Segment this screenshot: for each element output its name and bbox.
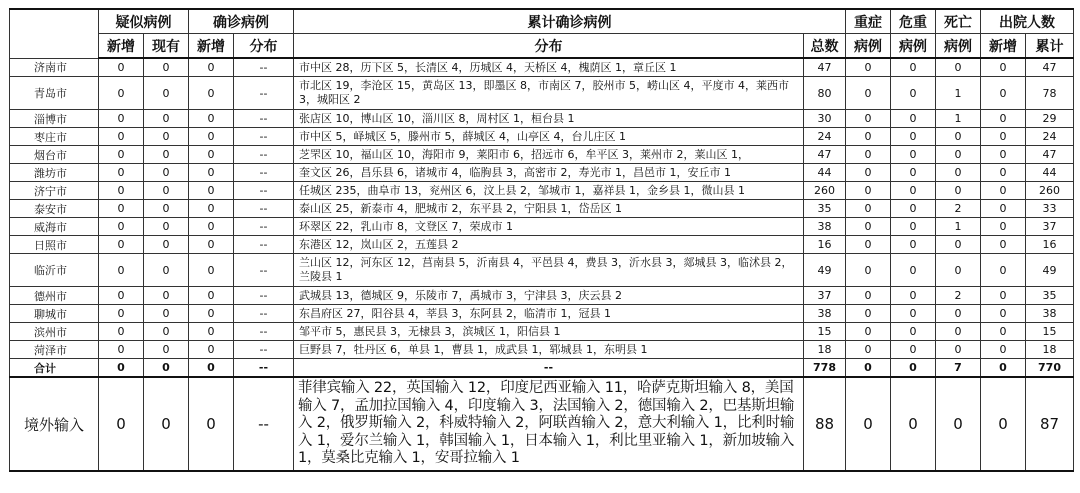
severe-count: 0 [846, 323, 891, 341]
suspected-current: 0 [144, 146, 189, 164]
total-row [10, 359, 1074, 378]
imported-distribution: 菲律宾输入 22，英国输入 12，印度尼西亚输入 11，哈萨克斯坦输入 8，美国输入 7，孟加拉国输入 4，印度输入 3，法国输入 2，德国输入 2，巴基斯坦输入 2，俄罗斯输入 2，科威特输入 2，阿联酋输入 2，意大利输入 1，比利时输入 1，爱尔兰输入 1，韩国输入 1，日本输入 1，利比里亚输入 1，新加坡输入 1，莫桑比克输入 1，安哥拉输入 1 [294, 377, 804, 471]
cumulative-total: 260 [804, 182, 846, 200]
severe-count: 0 [846, 254, 891, 287]
discharged-new: 0 [981, 146, 1026, 164]
critical-count: 0 [891, 164, 936, 182]
death-count: 0 [936, 146, 981, 164]
severe-count: 0 [846, 200, 891, 218]
header-cumulative: 累计确诊病例 [294, 9, 846, 34]
confirmed-distribution: -- [234, 200, 294, 218]
cumulative-total: 38 [804, 305, 846, 323]
suspected-current: 0 [144, 182, 189, 200]
suspected-new: 0 [99, 287, 144, 305]
discharged-new: 0 [981, 110, 1026, 128]
death-count: 0 [936, 377, 981, 471]
confirmed-distribution: -- [234, 182, 294, 200]
confirmed-distribution: -- [234, 77, 294, 110]
table-row [10, 200, 1074, 218]
death-count: 0 [936, 305, 981, 323]
confirmed-new: 0 [189, 287, 234, 305]
suspected-current: 0 [144, 236, 189, 254]
table-row [10, 58, 1074, 77]
cumulative-distribution: 巨野县 7，牡丹区 6，单县 1，曹县 1，成武县 1，郓城县 1，东明县 1 [294, 341, 804, 359]
city-name: 烟台市 [10, 146, 99, 164]
cumulative-total: 778 [804, 359, 846, 378]
death-count: 1 [936, 77, 981, 110]
suspected-new: 0 [99, 305, 144, 323]
critical-count: 0 [891, 305, 936, 323]
suspected-current: 0 [144, 305, 189, 323]
suspected-new: 0 [99, 164, 144, 182]
confirmed-new: 0 [189, 305, 234, 323]
death-count: 0 [936, 58, 981, 77]
city-name: 潍坊市 [10, 164, 99, 182]
discharged-total: 87 [1026, 377, 1074, 471]
confirmed-new: 0 [189, 200, 234, 218]
discharged-new: 0 [981, 128, 1026, 146]
cumulative-distribution: 任城区 235，曲阜市 13，兖州区 6，汶上县 2，邹城市 1，嘉祥县 1，金乡县 1，微山县 1 [294, 182, 804, 200]
discharged-total: 770 [1026, 359, 1074, 378]
city-name: 威海市 [10, 218, 99, 236]
cumulative-distribution: 泰山区 25，新泰市 4，肥城市 2，东平县 2，宁阳县 1，岱岳区 1 [294, 200, 804, 218]
city-name: 济宁市 [10, 182, 99, 200]
critical-count: 0 [891, 236, 936, 254]
confirmed-new: 0 [189, 359, 234, 378]
table-row [10, 323, 1074, 341]
confirmed-distribution: -- [234, 236, 294, 254]
header-confirmed: 确诊病例 [189, 9, 294, 34]
table-row [10, 305, 1074, 323]
cumulative-total: 44 [804, 164, 846, 182]
discharged-total: 16 [1026, 236, 1074, 254]
table-row [10, 287, 1074, 305]
suspected-current: 0 [144, 200, 189, 218]
city-name: 日照市 [10, 236, 99, 254]
confirmed-distribution: -- [234, 341, 294, 359]
death-count: 0 [936, 236, 981, 254]
cumulative-distribution: 张店区 10，博山区 10，淄川区 8，周村区 1，桓台县 1 [294, 110, 804, 128]
confirmed-new: 0 [189, 164, 234, 182]
suspected-new: 0 [99, 377, 144, 471]
discharged-new: 0 [981, 377, 1026, 471]
confirmed-new: 0 [189, 58, 234, 77]
discharged-total: 47 [1026, 146, 1074, 164]
header-row-2 [10, 34, 1074, 59]
cumulative-total: 80 [804, 77, 846, 110]
critical-count: 0 [891, 182, 936, 200]
suspected-new: 0 [99, 323, 144, 341]
discharged-total: 38 [1026, 305, 1074, 323]
cumulative-total: 37 [804, 287, 846, 305]
cumulative-distribution: 环翠区 22，乳山市 8，文登区 7，荣成市 1 [294, 218, 804, 236]
suspected-current: 0 [144, 323, 189, 341]
city-name: 枣庄市 [10, 128, 99, 146]
table-row [10, 146, 1074, 164]
discharged-total: 37 [1026, 218, 1074, 236]
confirmed-distribution: -- [234, 287, 294, 305]
cumulative-distribution: -- [294, 359, 804, 378]
discharged-new: 0 [981, 305, 1026, 323]
cumulative-distribution: 市中区 5，峄城区 5，滕州市 5，薛城区 4，山亭区 4，台儿庄区 1 [294, 128, 804, 146]
suspected-new: 0 [99, 146, 144, 164]
severe-count: 0 [846, 287, 891, 305]
death-count: 1 [936, 110, 981, 128]
suspected-current: 0 [144, 110, 189, 128]
header-critical-cases: 病例 [891, 34, 936, 59]
city-name: 青岛市 [10, 77, 99, 110]
suspected-current: 0 [144, 377, 189, 471]
header-critical: 危重 [891, 9, 936, 34]
severe-count: 0 [846, 77, 891, 110]
cumulative-total: 47 [804, 146, 846, 164]
suspected-current: 0 [144, 77, 189, 110]
discharged-total: 47 [1026, 58, 1074, 77]
suspected-current: 0 [144, 341, 189, 359]
confirmed-distribution: -- [234, 218, 294, 236]
suspected-current: 0 [144, 218, 189, 236]
death-count: 2 [936, 200, 981, 218]
confirmed-new: 0 [189, 128, 234, 146]
discharged-total: 29 [1026, 110, 1074, 128]
death-count: 0 [936, 128, 981, 146]
header-discharged: 出院人数 [981, 9, 1074, 34]
city-name: 泰安市 [10, 200, 99, 218]
discharged-total: 35 [1026, 287, 1074, 305]
header-cumulative-total: 总数 [804, 34, 846, 59]
suspected-new: 0 [99, 77, 144, 110]
confirmed-new: 0 [189, 218, 234, 236]
critical-count: 0 [891, 287, 936, 305]
critical-count: 0 [891, 254, 936, 287]
severe-count: 0 [846, 341, 891, 359]
covid-case-table [9, 8, 1074, 472]
critical-count: 0 [891, 200, 936, 218]
confirmed-new: 0 [189, 323, 234, 341]
confirmed-distribution: -- [234, 58, 294, 77]
critical-count: 0 [891, 341, 936, 359]
suspected-current: 0 [144, 128, 189, 146]
critical-count: 0 [891, 359, 936, 378]
confirmed-new: 0 [189, 236, 234, 254]
discharged-new: 0 [981, 164, 1026, 182]
header-confirmed-distribution: 分布 [234, 34, 294, 59]
table-row [10, 164, 1074, 182]
confirmed-distribution: -- [234, 305, 294, 323]
header-discharged-cumulative: 累计 [1026, 34, 1074, 59]
discharged-total: 24 [1026, 128, 1074, 146]
confirmed-distribution: -- [234, 110, 294, 128]
critical-count: 0 [891, 377, 936, 471]
discharged-new: 0 [981, 182, 1026, 200]
suspected-new: 0 [99, 218, 144, 236]
confirmed-new: 0 [189, 77, 234, 110]
severe-count: 0 [846, 182, 891, 200]
cumulative-distribution: 武城县 13，德城区 9，乐陵市 7，禹城市 3，宁津县 3，庆云县 2 [294, 287, 804, 305]
header-death: 死亡 [936, 9, 981, 34]
discharged-total: 260 [1026, 182, 1074, 200]
header-cumulative-distribution: 分布 [294, 34, 804, 59]
death-count: 0 [936, 164, 981, 182]
death-count: 2 [936, 287, 981, 305]
suspected-new: 0 [99, 254, 144, 287]
death-count: 0 [936, 341, 981, 359]
cumulative-total: 38 [804, 218, 846, 236]
confirmed-distribution: -- [234, 254, 294, 287]
confirmed-distribution: -- [234, 359, 294, 378]
city-name: 济南市 [10, 58, 99, 77]
critical-count: 0 [891, 146, 936, 164]
cumulative-total: 24 [804, 128, 846, 146]
city-name: 淄博市 [10, 110, 99, 128]
suspected-current: 0 [144, 254, 189, 287]
suspected-new: 0 [99, 128, 144, 146]
cumulative-total: 30 [804, 110, 846, 128]
discharged-total: 78 [1026, 77, 1074, 110]
suspected-current: 0 [144, 359, 189, 378]
death-count: 1 [936, 218, 981, 236]
cumulative-distribution: 市北区 19，李沧区 15，黄岛区 13，即墨区 8，市南区 7，胶州市 5，崂山区 4，平度市 4，莱西市 3，城阳区 2 [294, 77, 804, 110]
discharged-total: 33 [1026, 200, 1074, 218]
suspected-new: 0 [99, 110, 144, 128]
cumulative-total: 15 [804, 323, 846, 341]
cumulative-total: 88 [804, 377, 846, 471]
table-row [10, 128, 1074, 146]
suspected-current: 0 [144, 287, 189, 305]
table-row [10, 77, 1074, 110]
cumulative-distribution: 兰山区 12，河东区 12，莒南县 5，沂南县 4，平邑县 4，费县 3，沂水县 3，郯城县 3，临沭县 2，兰陵县 1 [294, 254, 804, 287]
table-row [10, 110, 1074, 128]
death-count: 0 [936, 254, 981, 287]
severe-count: 0 [846, 146, 891, 164]
suspected-current: 0 [144, 58, 189, 77]
severe-count: 0 [846, 58, 891, 77]
table-row [10, 182, 1074, 200]
total-label: 合计 [10, 359, 99, 378]
cumulative-distribution: 奎文区 26，昌乐县 6，诸城市 4，临朐县 3，高密市 2，寿光市 1，昌邑市 1，安丘市 1 [294, 164, 804, 182]
cumulative-total: 49 [804, 254, 846, 287]
severe-count: 0 [846, 359, 891, 378]
table-row [10, 236, 1074, 254]
severe-count: 0 [846, 236, 891, 254]
suspected-new: 0 [99, 359, 144, 378]
header-discharged-new: 新增 [981, 34, 1026, 59]
suspected-new: 0 [99, 182, 144, 200]
discharged-new: 0 [981, 254, 1026, 287]
cumulative-total: 16 [804, 236, 846, 254]
discharged-total: 18 [1026, 341, 1074, 359]
table-row [10, 218, 1074, 236]
confirmed-distribution: -- [234, 146, 294, 164]
header-severe-cases: 病例 [846, 34, 891, 59]
discharged-new: 0 [981, 341, 1026, 359]
suspected-new: 0 [99, 200, 144, 218]
header-confirmed-new: 新增 [189, 34, 234, 59]
death-count: 0 [936, 323, 981, 341]
severe-count: 0 [846, 110, 891, 128]
cumulative-total: 35 [804, 200, 846, 218]
table-row [10, 254, 1074, 287]
severe-count: 0 [846, 164, 891, 182]
critical-count: 0 [891, 58, 936, 77]
header-death-cases: 病例 [936, 34, 981, 59]
header-suspected-new: 新增 [99, 34, 144, 59]
discharged-new: 0 [981, 77, 1026, 110]
header-row-1 [10, 9, 1074, 34]
death-count: 7 [936, 359, 981, 378]
discharged-new: 0 [981, 323, 1026, 341]
severe-count: 0 [846, 128, 891, 146]
discharged-total: 49 [1026, 254, 1074, 287]
cumulative-distribution: 邹平市 5，惠民县 3，无棣县 3，滨城区 1，阳信县 1 [294, 323, 804, 341]
cumulative-distribution: 东港区 12，岚山区 2，五莲县 2 [294, 236, 804, 254]
suspected-new: 0 [99, 341, 144, 359]
discharged-new: 0 [981, 287, 1026, 305]
confirmed-distribution: -- [234, 128, 294, 146]
confirmed-new: 0 [189, 182, 234, 200]
discharged-new: 0 [981, 359, 1026, 378]
cumulative-distribution: 芝罘区 10，福山区 10，海阳市 9，莱阳市 6，招远市 6，牟平区 3，莱州市 2，莱山区 1， [294, 146, 804, 164]
discharged-new: 0 [981, 236, 1026, 254]
city-name: 聊城市 [10, 305, 99, 323]
header-suspected-current: 现有 [144, 34, 189, 59]
city-name: 菏泽市 [10, 341, 99, 359]
suspected-current: 0 [144, 164, 189, 182]
suspected-new: 0 [99, 58, 144, 77]
severe-count: 0 [846, 305, 891, 323]
imported-label: 境外输入 [10, 377, 99, 471]
cumulative-total: 18 [804, 341, 846, 359]
header-severe: 重症 [846, 9, 891, 34]
critical-count: 0 [891, 77, 936, 110]
confirmed-new: 0 [189, 254, 234, 287]
death-count: 0 [936, 182, 981, 200]
table-row [10, 341, 1074, 359]
confirmed-distribution: -- [234, 164, 294, 182]
discharged-new: 0 [981, 218, 1026, 236]
critical-count: 0 [891, 128, 936, 146]
city-name: 临沂市 [10, 254, 99, 287]
city-name: 德州市 [10, 287, 99, 305]
confirmed-distribution: -- [234, 323, 294, 341]
suspected-new: 0 [99, 236, 144, 254]
header-suspected: 疑似病例 [99, 9, 189, 34]
severe-count: 0 [846, 218, 891, 236]
discharged-total: 15 [1026, 323, 1074, 341]
confirmed-distribution: -- [234, 377, 294, 471]
discharged-new: 0 [981, 58, 1026, 77]
severe-count: 0 [846, 377, 891, 471]
cumulative-distribution: 市中区 28，历下区 5，长清区 4，历城区 4，天桥区 4，槐荫区 1，章丘区 1 [294, 58, 804, 77]
header-blank [10, 9, 99, 58]
imported-cases-row [10, 377, 1074, 471]
confirmed-new: 0 [189, 341, 234, 359]
city-name: 滨州市 [10, 323, 99, 341]
critical-count: 0 [891, 110, 936, 128]
critical-count: 0 [891, 218, 936, 236]
cumulative-total: 47 [804, 58, 846, 77]
confirmed-new: 0 [189, 377, 234, 471]
cumulative-distribution: 东昌府区 27，阳谷县 4，莘县 3，东阿县 2，临清市 1，冠县 1 [294, 305, 804, 323]
discharged-total: 44 [1026, 164, 1074, 182]
discharged-new: 0 [981, 200, 1026, 218]
confirmed-new: 0 [189, 110, 234, 128]
critical-count: 0 [891, 323, 936, 341]
confirmed-new: 0 [189, 146, 234, 164]
